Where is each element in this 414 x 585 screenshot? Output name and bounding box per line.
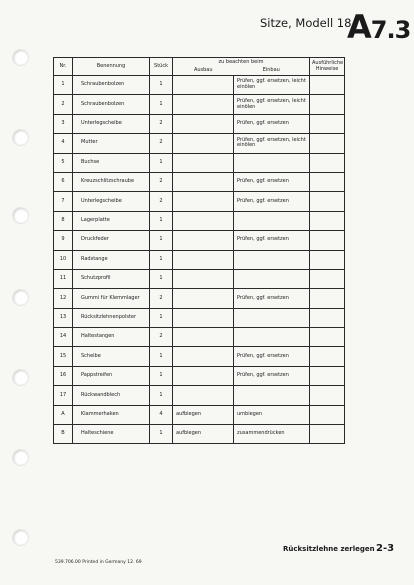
row-nr: 4 xyxy=(54,134,73,153)
row-ausbau xyxy=(173,386,234,405)
row-ausbau xyxy=(173,328,234,347)
binder-hole xyxy=(13,370,28,385)
table-row xyxy=(54,347,345,366)
row-benennung: Haltestangen xyxy=(73,328,150,347)
parts-table-body xyxy=(54,76,345,444)
row-einbau: zusammendrücken xyxy=(234,425,310,444)
header-einbau: Einbau xyxy=(234,67,310,76)
row-ausbau xyxy=(173,250,234,269)
table-row xyxy=(54,231,345,250)
row-benennung: Druckfeder xyxy=(73,231,150,250)
row-benennung: Unterlegscheibe xyxy=(73,114,150,133)
row-nr: 8 xyxy=(54,211,73,230)
parts-table xyxy=(53,57,345,444)
row-benennung: Buchse xyxy=(73,153,150,172)
row-hinweise xyxy=(310,231,345,250)
binder-hole xyxy=(13,530,28,545)
row-ausbau xyxy=(173,269,234,288)
row-benennung: Mutter xyxy=(73,134,150,153)
row-benennung: Lagerplatte xyxy=(73,211,150,230)
table-row xyxy=(54,76,345,95)
table-row xyxy=(54,366,345,385)
row-hinweise xyxy=(310,289,345,308)
row-einbau: Prüfen, ggf. ersetzen, leicht einölen xyxy=(234,95,310,114)
row-stueck: 1 xyxy=(150,211,173,230)
table-row xyxy=(54,405,345,424)
row-benennung: Unterlegscheibe xyxy=(73,192,150,211)
row-ausbau xyxy=(173,289,234,308)
section-code-letter: A xyxy=(347,8,371,46)
page-number: 2-3 xyxy=(376,543,395,554)
row-nr: 12 xyxy=(54,289,73,308)
row-ausbau xyxy=(173,95,234,114)
table-row xyxy=(54,289,345,308)
row-benennung: Scheibe xyxy=(73,347,150,366)
table-row xyxy=(54,95,345,114)
row-einbau xyxy=(234,211,310,230)
row-hinweise xyxy=(310,328,345,347)
binder-hole xyxy=(13,208,28,223)
row-ausbau xyxy=(173,211,234,230)
row-nr: 16 xyxy=(54,366,73,385)
row-nr: 17 xyxy=(54,386,73,405)
table-row xyxy=(54,386,345,405)
row-ausbau xyxy=(173,231,234,250)
binder-hole xyxy=(13,450,28,465)
row-ausbau xyxy=(173,192,234,211)
row-einbau xyxy=(234,153,310,172)
row-hinweise xyxy=(310,95,345,114)
row-benennung: Rücksitzlehnenpolster xyxy=(73,308,150,327)
row-einbau xyxy=(234,328,310,347)
header-ausbau: Ausbau xyxy=(173,67,234,76)
row-stueck: 2 xyxy=(150,192,173,211)
section-title: Rücksitzlehne zerlegen xyxy=(283,545,375,553)
table-row xyxy=(54,172,345,191)
row-hinweise xyxy=(310,114,345,133)
row-nr: B xyxy=(54,425,73,444)
row-ausbau xyxy=(173,347,234,366)
table-row xyxy=(54,211,345,230)
row-ausbau xyxy=(173,172,234,191)
row-stueck: 2 xyxy=(150,328,173,347)
binder-hole xyxy=(13,130,28,145)
row-nr: 13 xyxy=(54,308,73,327)
print-info: 539.706.00 Printed in Germany 12. 69 xyxy=(55,560,142,565)
row-stueck: 1 xyxy=(150,250,173,269)
row-einbau: Prüfen, ggf. ersetzen, leicht einölen xyxy=(234,76,310,95)
row-einbau: Prüfen, ggf. ersetzen xyxy=(234,366,310,385)
page-title: Sitze, Modell 18 xyxy=(260,16,352,30)
header-hinweise-line1: Ausführliche xyxy=(312,59,344,66)
row-stueck: 1 xyxy=(150,386,173,405)
table-row xyxy=(54,328,345,347)
row-hinweise xyxy=(310,347,345,366)
row-hinweise xyxy=(310,134,345,153)
row-ausbau xyxy=(173,308,234,327)
row-einbau: Prüfen, ggf. ersetzen xyxy=(234,289,310,308)
row-hinweise xyxy=(310,269,345,288)
row-benennung: Schutzprofil xyxy=(73,269,150,288)
row-benennung: Halteschiene xyxy=(73,425,150,444)
row-ausbau xyxy=(173,134,234,153)
row-benennung: Schraubenbolzen xyxy=(73,95,150,114)
row-einbau xyxy=(234,386,310,405)
row-stueck: 1 xyxy=(150,425,173,444)
row-ausbau: aufbiegen xyxy=(173,425,234,444)
row-benennung: Radstange xyxy=(73,250,150,269)
row-stueck: 1 xyxy=(150,95,173,114)
row-nr: 9 xyxy=(54,231,73,250)
row-nr: 5 xyxy=(54,153,73,172)
row-stueck: 1 xyxy=(150,76,173,95)
table-row xyxy=(54,269,345,288)
row-hinweise xyxy=(310,250,345,269)
row-benennung: Gummi für Klemmlager xyxy=(73,289,150,308)
row-stueck: 2 xyxy=(150,134,173,153)
row-einbau: umbiegen xyxy=(234,405,310,424)
row-nr: 1 xyxy=(54,76,73,95)
row-benennung: Schraubenbolzen xyxy=(73,76,150,95)
table-row xyxy=(54,308,345,327)
row-hinweise xyxy=(310,76,345,95)
row-nr: 11 xyxy=(54,269,73,288)
row-stueck: 2 xyxy=(150,172,173,191)
binder-hole xyxy=(13,290,28,305)
section-code-number: 7.3 xyxy=(370,16,411,44)
row-hinweise xyxy=(310,425,345,444)
row-hinweise xyxy=(310,366,345,385)
row-nr: 6 xyxy=(54,172,73,191)
row-benennung: Kreuzschlitzschraube xyxy=(73,172,150,191)
row-hinweise xyxy=(310,386,345,405)
section-code xyxy=(347,8,410,46)
row-ausbau xyxy=(173,114,234,133)
row-hinweise xyxy=(310,153,345,172)
row-benennung: Rückwandblech xyxy=(73,386,150,405)
row-einbau: Prüfen, ggf. ersetzen, leicht einölen xyxy=(234,134,310,153)
header-group: zu beachten beim xyxy=(173,58,310,68)
header-nr: Nr. xyxy=(54,58,73,76)
row-stueck: 1 xyxy=(150,269,173,288)
row-stueck: 1 xyxy=(150,308,173,327)
row-nr: A xyxy=(54,405,73,424)
row-nr: 15 xyxy=(54,347,73,366)
row-ausbau: aufbiegen xyxy=(173,405,234,424)
row-hinweise xyxy=(310,405,345,424)
row-benennung: Klammerhaken xyxy=(73,405,150,424)
row-einbau xyxy=(234,308,310,327)
row-stueck: 4 xyxy=(150,405,173,424)
row-ausbau xyxy=(173,76,234,95)
row-nr: 14 xyxy=(54,328,73,347)
row-hinweise xyxy=(310,172,345,191)
header-benennung: Benennung xyxy=(73,58,150,76)
header-hinweise-line2: Hinweise xyxy=(315,65,339,72)
row-hinweise xyxy=(310,211,345,230)
row-einbau: Prüfen, ggf. ersetzen xyxy=(234,192,310,211)
row-stueck: 2 xyxy=(150,289,173,308)
row-stueck: 1 xyxy=(150,347,173,366)
row-stueck: 1 xyxy=(150,153,173,172)
row-einbau: Prüfen, ggf. ersetzen xyxy=(234,114,310,133)
table-row xyxy=(54,192,345,211)
row-einbau: Prüfen, ggf. ersetzen xyxy=(234,347,310,366)
header-hinweise xyxy=(310,58,345,76)
table-row xyxy=(54,134,345,153)
row-nr: 2 xyxy=(54,95,73,114)
row-stueck: 1 xyxy=(150,231,173,250)
header-stueck: Stück xyxy=(150,58,173,76)
row-einbau: Prüfen, ggf. ersetzen xyxy=(234,172,310,191)
table-row xyxy=(54,153,345,172)
row-nr: 3 xyxy=(54,114,73,133)
row-ausbau xyxy=(173,153,234,172)
row-benennung: Pappstreifen xyxy=(73,366,150,385)
table-row xyxy=(54,425,345,444)
row-ausbau xyxy=(173,366,234,385)
row-nr: 10 xyxy=(54,250,73,269)
table-row xyxy=(54,114,345,133)
row-stueck: 2 xyxy=(150,114,173,133)
row-hinweise xyxy=(310,192,345,211)
table-row xyxy=(54,250,345,269)
row-einbau: Prüfen, ggf. ersetzen xyxy=(234,231,310,250)
row-nr: 7 xyxy=(54,192,73,211)
row-einbau xyxy=(234,250,310,269)
row-hinweise xyxy=(310,308,345,327)
row-einbau xyxy=(234,269,310,288)
row-stueck: 1 xyxy=(150,366,173,385)
binder-hole xyxy=(13,50,28,65)
